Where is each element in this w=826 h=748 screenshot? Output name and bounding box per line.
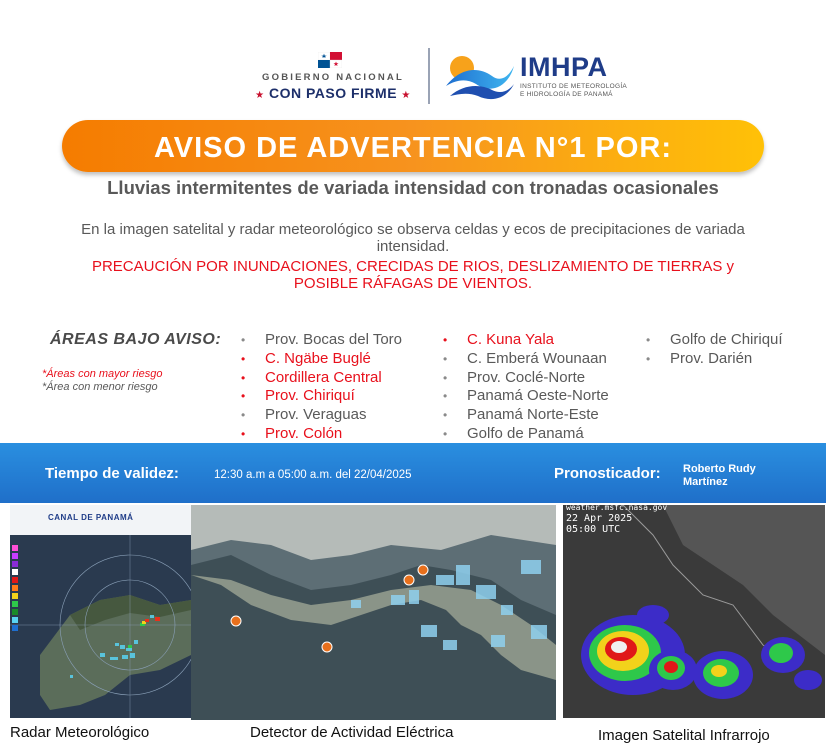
area-name: Panamá Oeste-Norte <box>467 387 609 405</box>
precaution-text: PRECAUCIÓN POR INUNDACIONES, CRECIDAS DE RIOS, DESLIZAMIENTO DE TIERRAS y POSIBLE RÁFAGAS DE VIENTOS. <box>91 258 735 292</box>
validity-label: Tiempo de validez: <box>45 465 179 482</box>
satellite-infrared-image <box>563 505 825 718</box>
area-name: Cordillera Central <box>265 368 382 386</box>
area-item <box>241 331 402 350</box>
bullet-icon: • <box>241 408 246 423</box>
imhpa-sub2: E HIDROLOGÍA DE PANAMÁ <box>520 91 613 98</box>
area-item <box>241 406 402 425</box>
forecaster-label: Pronosticador: <box>554 465 661 482</box>
bullet-icon: • <box>646 351 651 366</box>
area-item <box>646 331 783 350</box>
area-name: Panamá Norte-Este <box>467 406 599 424</box>
bullet-icon: • <box>443 351 448 366</box>
radar-caption: Radar Meteorológico <box>10 724 150 741</box>
bullet-icon: • <box>443 426 448 441</box>
bullet-icon: • <box>646 333 651 347</box>
bullet-icon: • <box>443 408 448 423</box>
validity-value: 12:30 a.m a 05:00 a.m. del 22/04/2025 <box>214 469 412 481</box>
warning-banner <box>62 120 764 172</box>
area-name: Golfo de Chiriquí <box>670 331 783 348</box>
lightning-detector-image <box>191 505 556 720</box>
gov-line1: GOBIERNO NACIONAL <box>262 72 404 83</box>
bullet-icon: • <box>241 426 246 441</box>
logo-divider <box>428 48 430 104</box>
area-item <box>443 331 609 350</box>
warning-description: En la imagen satelital y radar meteorológico se observa celdas y ecos de precipitaciones de variada intensidad. <box>81 221 745 255</box>
area-item <box>443 369 609 388</box>
areas-column-2 <box>443 331 609 444</box>
areas-column-1 <box>241 331 402 444</box>
star-icon: ★ <box>401 90 411 101</box>
area-item <box>443 350 609 369</box>
lightning-caption: Detector de Actividad Eléctrica <box>250 724 454 741</box>
imhpa-sub1: INSTITUTO DE METEOROLOGÍA <box>520 83 628 90</box>
satellite-source: weather.msfc.nasa.gov <box>566 503 668 512</box>
imhpa-name: IMHPA <box>520 52 608 82</box>
satellite-caption: Imagen Satelital Infrarrojo <box>598 727 770 744</box>
bullet-icon: • <box>443 389 448 404</box>
bullet-icon: • <box>241 351 246 366</box>
star-icon: ★ <box>255 90 265 101</box>
satellite-date: 22 Apr 2025 <box>566 513 633 524</box>
satellite-ir-graphic <box>563 505 825 718</box>
panama-flag-icon <box>318 52 342 68</box>
forecaster-name: Roberto Rudy Martínez <box>683 463 756 488</box>
area-name: C. Emberá Wounaan <box>467 349 607 367</box>
bullet-icon: • <box>241 370 246 385</box>
areas-title: ÁREAS BAJO AVISO: <box>50 331 222 348</box>
bullet-icon: • <box>443 333 448 347</box>
area-name: Prov. Colón <box>265 424 343 442</box>
area-item <box>443 406 609 425</box>
warning-subtitle: Lluvias intermitentes de variada intensidad con tronadas ocasionales <box>107 177 719 198</box>
area-name: Prov. Coclé-Norte <box>467 368 586 386</box>
radar-image <box>10 505 191 718</box>
legend-high-risk: *Áreas con mayor riesgo <box>42 368 163 380</box>
area-name: Prov. Bocas del Toro <box>265 331 403 348</box>
gov-slogan <box>248 85 418 101</box>
bullet-icon: • <box>241 333 246 347</box>
legend-low-risk: *Área con menor riesgo <box>42 381 158 393</box>
bullet-icon: • <box>443 370 448 385</box>
radar-map-graphic <box>10 505 191 718</box>
imhpa-logo <box>442 52 632 102</box>
area-item <box>241 350 402 369</box>
area-item <box>646 350 783 369</box>
area-name: Prov. Chiriquí <box>265 387 355 405</box>
area-item <box>241 369 402 388</box>
area-item <box>241 387 402 406</box>
area-name: Prov. Darién <box>670 349 753 367</box>
area-name: Golfo de Panamá <box>467 424 584 442</box>
satellite-time: 05:00 UTC <box>566 524 621 535</box>
lightning-map-graphic <box>191 505 556 720</box>
area-name: Prov. Veraguas <box>265 406 367 424</box>
bullet-icon: • <box>241 389 246 404</box>
area-name: C. Ngäbe Buglé <box>265 349 371 367</box>
gov-line2-text: CON PASO FIRME <box>268 85 398 101</box>
area-item <box>241 425 402 444</box>
area-item <box>443 387 609 406</box>
warning-title: AVISO DE ADVERTENCIA N°1 POR: <box>153 132 673 164</box>
imhpa-wave-logo-icon <box>442 52 516 102</box>
areas-column-3 <box>646 331 783 369</box>
area-item <box>443 425 609 444</box>
gobierno-nacional-logo <box>248 52 418 104</box>
canal-de-panama-brand: CANAL DE PANAMÁ <box>48 513 134 522</box>
area-name: C. Kuna Yala <box>467 331 555 348</box>
